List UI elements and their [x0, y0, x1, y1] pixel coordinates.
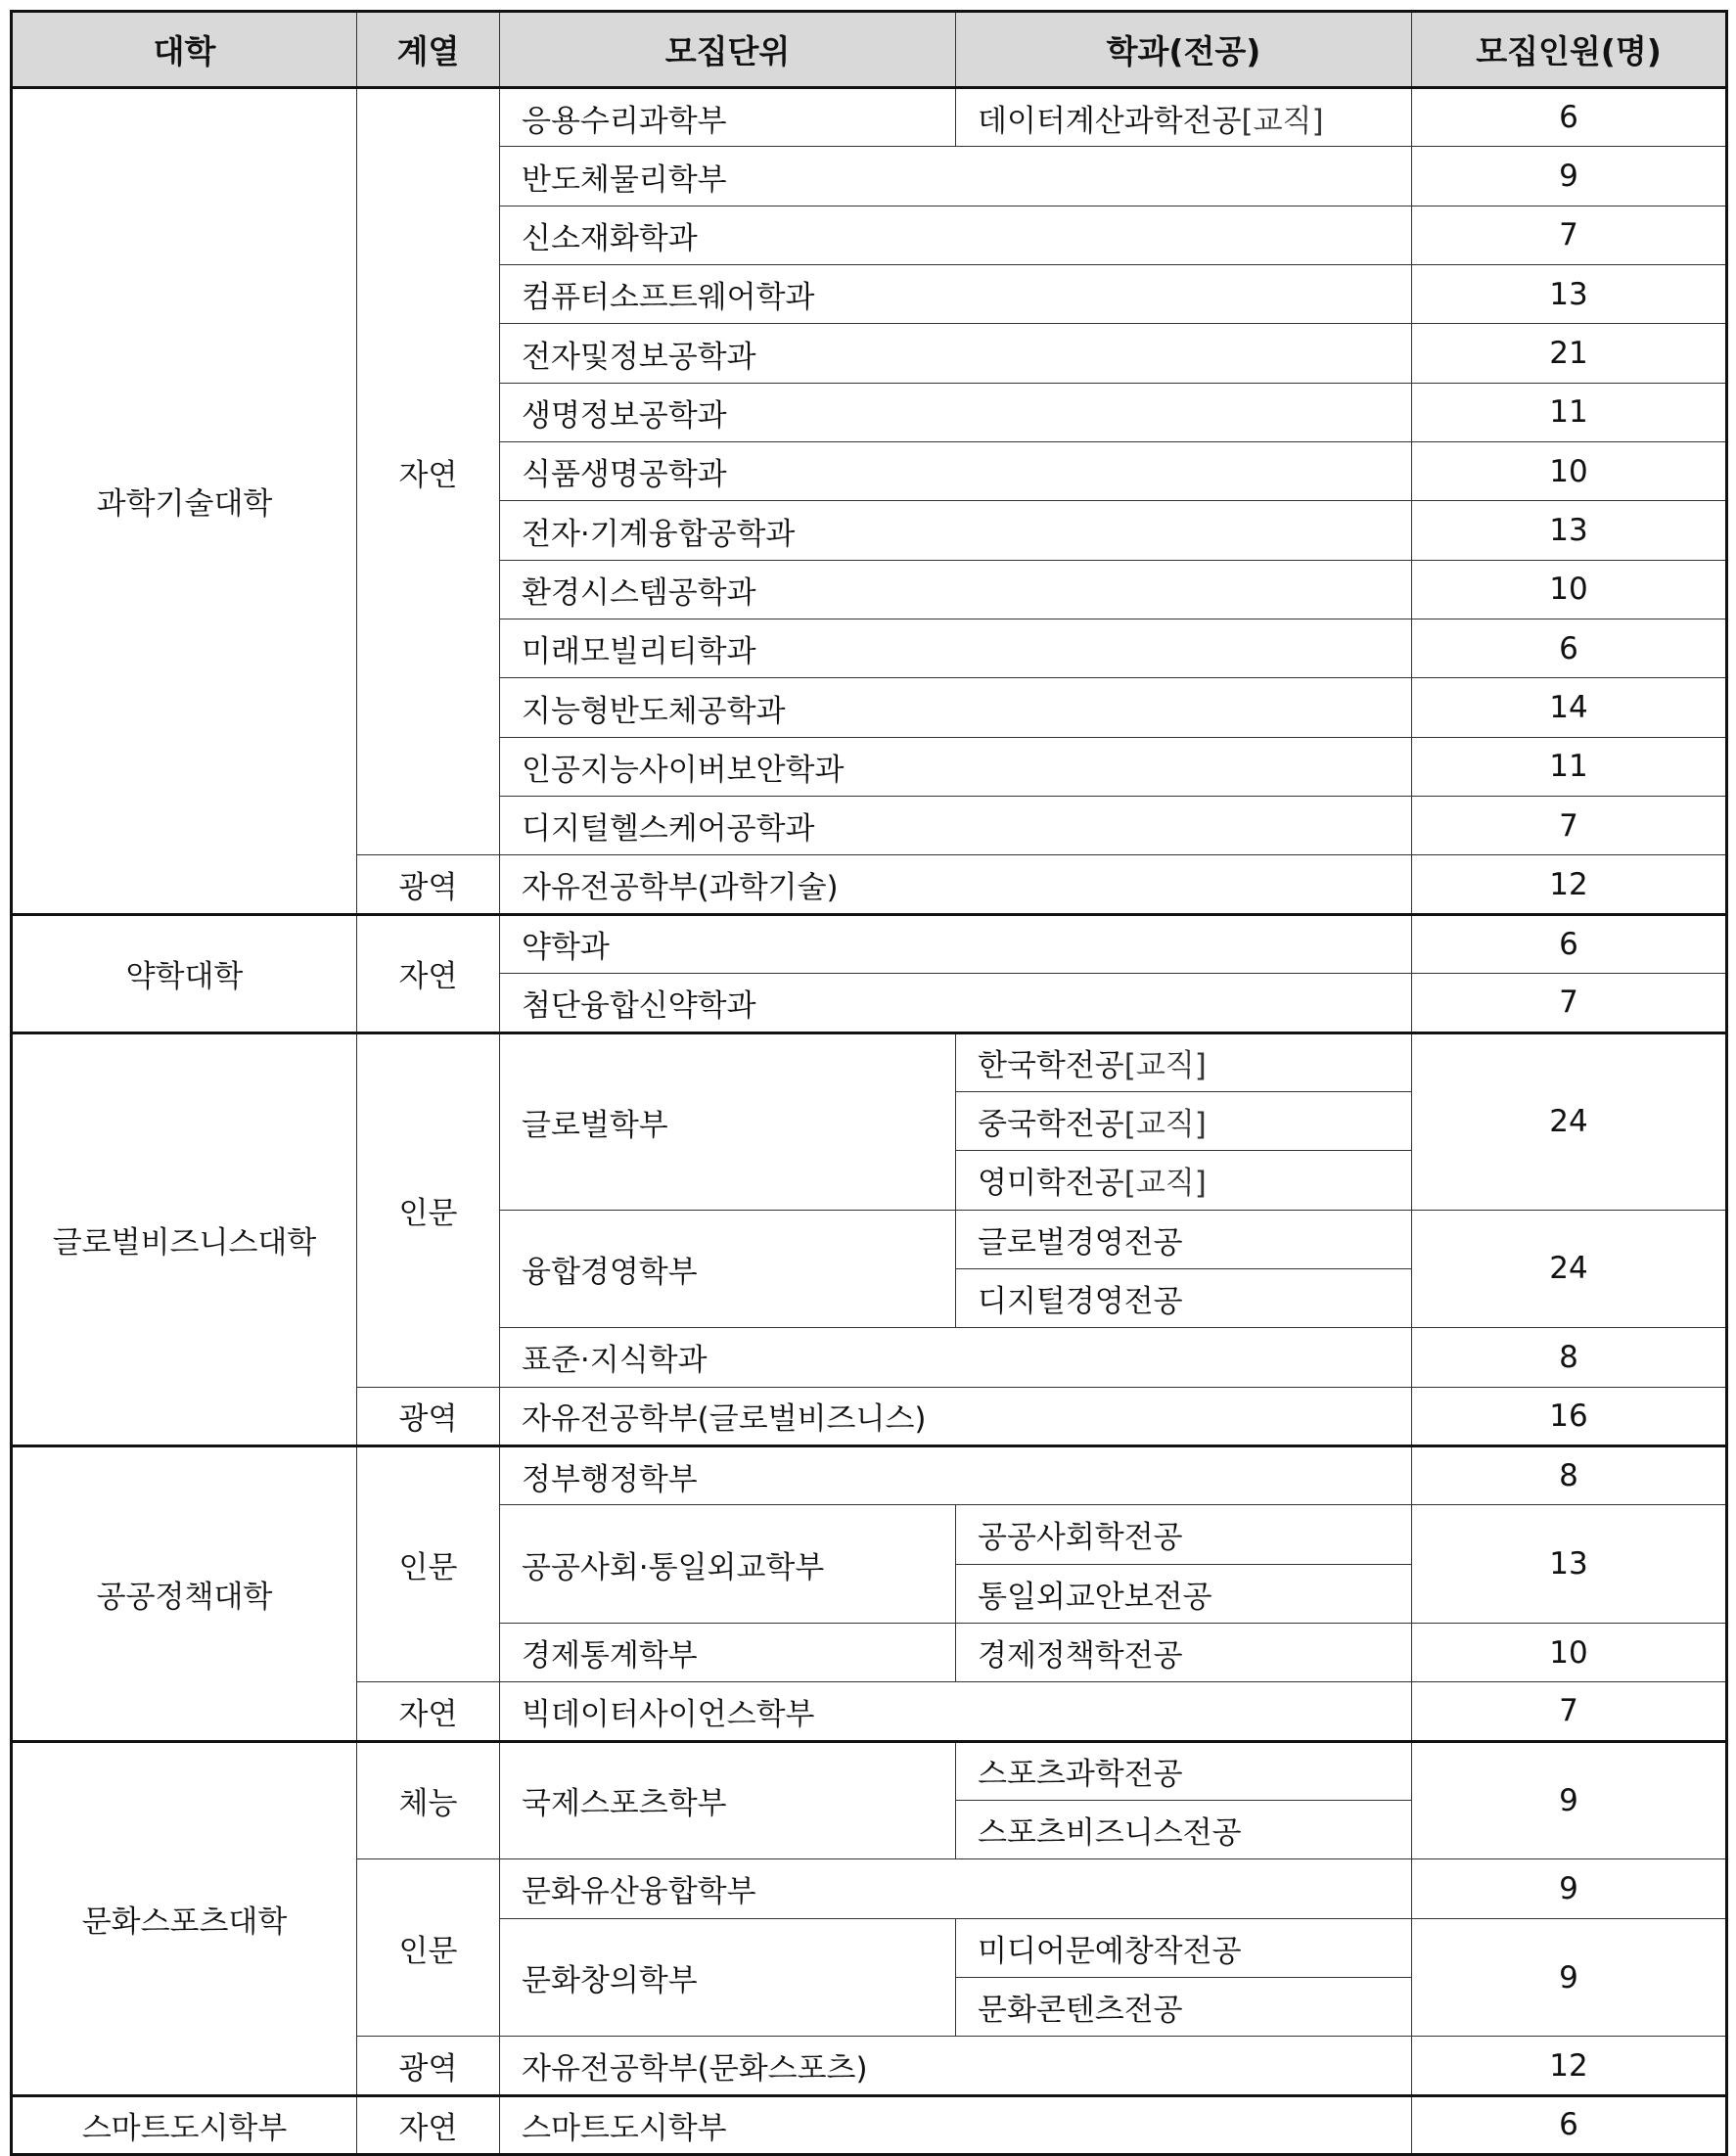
header-unit: 모집단위	[500, 12, 956, 88]
unit-cell: 빅데이터사이언스학부	[500, 1682, 1412, 1741]
quota-cell: 11	[1412, 737, 1727, 796]
field-cell: 자연	[357, 88, 500, 855]
teacher-tag: [교직]	[1123, 1107, 1207, 1143]
major-cell: 스포츠과학전공	[956, 1741, 1412, 1800]
quota-cell: 6	[1412, 619, 1727, 678]
field-cell: 인문	[357, 1445, 500, 1681]
major-name: 한국학전공	[978, 1048, 1124, 1084]
major-cell: 공공사회학전공	[956, 1505, 1412, 1564]
college-cell: 스마트도시학부	[12, 2095, 357, 2154]
major-cell	[956, 88, 1412, 147]
quota-cell: 7	[1412, 797, 1727, 855]
field-cell: 인문	[357, 1032, 500, 1387]
teacher-tag: [교직]	[1123, 1048, 1207, 1084]
admission-quota-table	[10, 10, 1728, 2156]
quota-cell: 24	[1412, 1032, 1727, 1210]
quota-cell: 10	[1412, 442, 1727, 501]
table-row	[12, 1032, 1727, 1091]
quota-cell: 7	[1412, 206, 1727, 264]
header-field: 계열	[357, 12, 500, 88]
unit-cell: 자유전공학부(문화스포츠)	[500, 2037, 1412, 2095]
quota-cell: 6	[1412, 88, 1727, 147]
field-cell: 체능	[357, 1741, 500, 1859]
college-cell: 공공정책대학	[12, 1445, 357, 1741]
unit-cell: 식품생명공학과	[500, 442, 1412, 501]
major-cell: 미디어문예창작전공	[956, 1918, 1412, 1977]
table-header-row	[12, 12, 1727, 88]
major-cell: 스포츠비즈니스전공	[956, 1800, 1412, 1858]
unit-cell: 인공지능사이버보안학과	[500, 737, 1412, 796]
quota-cell: 24	[1412, 1210, 1727, 1328]
table-row	[12, 2095, 1727, 2154]
teacher-tag: [교직]	[1241, 103, 1324, 139]
unit-cell: 신소재화학과	[500, 206, 1412, 264]
unit-cell: 환경시스템공학과	[500, 560, 1412, 619]
field-cell: 자연	[357, 914, 500, 1032]
major-cell: 문화콘텐츠전공	[956, 1978, 1412, 2037]
unit-cell: 표준·지식학과	[500, 1328, 1412, 1387]
college-cell: 문화스포츠대학	[12, 1741, 357, 2095]
major-cell: 디지털경영전공	[956, 1268, 1412, 1327]
field-cell: 광역	[357, 855, 500, 914]
quota-cell: 13	[1412, 1505, 1727, 1624]
major-name: 영미학전공	[978, 1166, 1124, 1202]
major-name: 중국학전공	[978, 1107, 1124, 1143]
unit-cell: 자유전공학부(글로벌비즈니스)	[500, 1387, 1412, 1445]
quota-cell: 6	[1412, 914, 1727, 973]
quota-cell: 12	[1412, 855, 1727, 914]
field-cell: 광역	[357, 1387, 500, 1445]
major-name: 데이터계산과학전공	[978, 103, 1242, 139]
major-cell	[956, 1032, 1412, 1091]
teacher-tag: [교직]	[1123, 1166, 1207, 1202]
unit-cell: 컴퓨터소프트웨어학과	[500, 265, 1412, 324]
major-cell	[956, 1091, 1412, 1150]
quota-cell: 13	[1412, 501, 1727, 560]
unit-cell: 문화유산융합학부	[500, 1859, 1412, 1918]
table-row	[12, 88, 1727, 147]
quota-cell: 7	[1412, 974, 1727, 1032]
quota-cell: 9	[1412, 1741, 1727, 1859]
quota-cell: 16	[1412, 1387, 1727, 1445]
header-college: 대학	[12, 12, 357, 88]
header-major: 학과(전공)	[956, 12, 1412, 88]
major-cell	[956, 1151, 1412, 1210]
quota-cell: 8	[1412, 1445, 1727, 1504]
quota-cell: 14	[1412, 678, 1727, 737]
college-cell: 약학대학	[12, 914, 357, 1032]
quota-cell: 9	[1412, 1918, 1727, 2037]
unit-cell: 응용수리과학부	[500, 88, 956, 147]
unit-cell: 정부행정학부	[500, 1445, 1412, 1504]
table-row	[12, 1445, 1727, 1504]
unit-cell: 글로벌학부	[500, 1032, 956, 1210]
college-cell: 과학기술대학	[12, 88, 357, 915]
header-quota: 모집인원(명)	[1412, 12, 1727, 88]
field-cell: 자연	[357, 2095, 500, 2154]
unit-cell: 생명정보공학과	[500, 383, 1412, 441]
major-cell: 통일외교안보전공	[956, 1564, 1412, 1623]
table-row	[12, 1741, 1727, 1800]
unit-cell: 지능형반도체공학과	[500, 678, 1412, 737]
unit-cell: 경제통계학부	[500, 1623, 956, 1681]
unit-cell: 전자및정보공학과	[500, 324, 1412, 383]
quota-cell: 11	[1412, 383, 1727, 441]
quota-cell: 12	[1412, 2037, 1727, 2095]
quota-cell: 6	[1412, 2095, 1727, 2154]
unit-cell: 첨단융합신약학과	[500, 974, 1412, 1032]
unit-cell: 문화창의학부	[500, 1918, 956, 2037]
unit-cell: 약학과	[500, 914, 1412, 973]
quota-cell: 13	[1412, 265, 1727, 324]
quota-cell: 21	[1412, 324, 1727, 383]
quota-cell: 9	[1412, 1859, 1727, 1918]
table-row	[12, 914, 1727, 973]
unit-cell: 전자·기계융합공학과	[500, 501, 1412, 560]
quota-cell: 9	[1412, 147, 1727, 206]
quota-cell: 10	[1412, 1623, 1727, 1681]
quota-cell: 10	[1412, 560, 1727, 619]
unit-cell: 디지털헬스케어공학과	[500, 797, 1412, 855]
field-cell: 광역	[357, 2037, 500, 2095]
major-cell: 글로벌경영전공	[956, 1210, 1412, 1268]
major-cell: 경제정책학전공	[956, 1623, 1412, 1681]
field-cell: 자연	[357, 1682, 500, 1741]
quota-cell: 7	[1412, 1682, 1727, 1741]
quota-cell: 8	[1412, 1328, 1727, 1387]
unit-cell: 융합경영학부	[500, 1210, 956, 1328]
unit-cell: 국제스포츠학부	[500, 1741, 956, 1859]
unit-cell: 반도체물리학부	[500, 147, 1412, 206]
unit-cell: 공공사회·통일외교학부	[500, 1505, 956, 1624]
unit-cell: 자유전공학부(과학기술)	[500, 855, 1412, 914]
field-cell: 인문	[357, 1859, 500, 2037]
unit-cell: 미래모빌리티학과	[500, 619, 1412, 678]
unit-cell: 스마트도시학부	[500, 2095, 1412, 2154]
college-cell: 글로벌비즈니스대학	[12, 1032, 357, 1445]
